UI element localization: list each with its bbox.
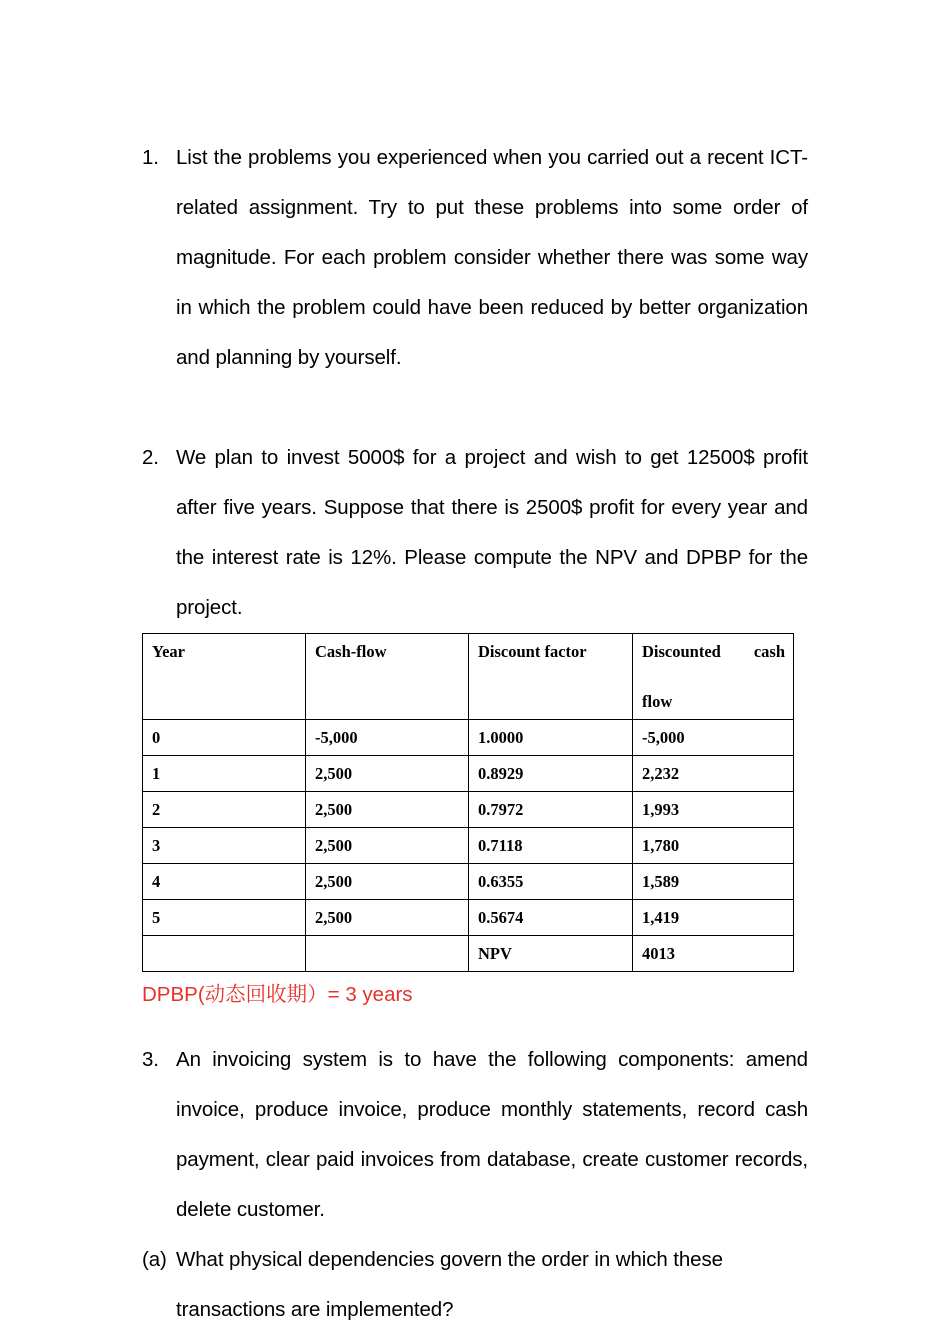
table-row	[143, 864, 794, 900]
cell-cashflow: 2,500	[306, 828, 469, 864]
table-row	[143, 720, 794, 756]
question-1	[142, 133, 808, 383]
table-row	[143, 756, 794, 792]
table-header-cashflow: Cash-flow	[306, 634, 469, 720]
cell-discount-factor: 0.6355	[469, 864, 633, 900]
paragraph-spacer	[142, 383, 808, 433]
cell-year: 0	[143, 720, 306, 756]
dpbp-prefix: DPBP(	[142, 983, 205, 1006]
header-part-discounted: Discounted	[642, 642, 721, 661]
question-1-text: List the problems you experienced when you carried out a recent ICT-related assignment. Try to put these problems into some order of magnitude. For each problem consider whether there was some way in which the problem could have been reduced by better organization and planning by yourself.	[176, 146, 808, 369]
question-1-marker: 1.	[142, 146, 159, 169]
cell-discount-factor: 1.0000	[469, 720, 633, 756]
table-row	[143, 792, 794, 828]
cell-cashflow: 2,500	[306, 792, 469, 828]
cell-empty-year	[143, 936, 306, 972]
cell-cashflow: 2,500	[306, 864, 469, 900]
dpbp-suffix: ）= 3 years	[307, 983, 413, 1006]
dpbp-cjk-label: 动态回收期	[204, 982, 308, 1006]
table-header-row	[143, 634, 794, 720]
cell-year: 4	[143, 864, 306, 900]
cell-discount-factor: 0.7118	[469, 828, 633, 864]
cell-discounted-cash-flow: 2,232	[633, 756, 794, 792]
question-2	[142, 433, 808, 633]
question-3a-marker: (a)	[142, 1248, 167, 1271]
table-row	[143, 900, 794, 936]
question-3a-text: What physical dependencies govern the order in which these transactions are implemented?	[176, 1248, 723, 1321]
cell-cashflow: 2,500	[306, 756, 469, 792]
header-part-flow: flow	[642, 692, 673, 711]
cell-discounted-cash-flow: 1,419	[633, 900, 794, 936]
annotation-spacer	[142, 1017, 808, 1035]
question-3-text: An invoicing system is to have the following components: amend invoice, produce invoice, produce monthly statements, record cash payment, clear paid invoices from database, create customer records, delete customer.	[176, 1048, 808, 1221]
question-2-marker: 2.	[142, 446, 159, 469]
cell-npv-label: NPV	[469, 936, 633, 972]
question-3	[142, 1035, 808, 1235]
table-row	[143, 828, 794, 864]
cell-cashflow: 2,500	[306, 900, 469, 936]
table-header-year: Year	[143, 634, 306, 720]
cell-discounted-cash-flow: 1,780	[633, 828, 794, 864]
document-body	[142, 133, 808, 1335]
cell-year: 1	[143, 756, 306, 792]
table-summary-row	[143, 936, 794, 972]
table-header-discounted-cash-flow	[633, 634, 794, 720]
cell-cashflow: -5,000	[306, 720, 469, 756]
cell-discount-factor: 0.7972	[469, 792, 633, 828]
question-3a	[142, 1235, 808, 1335]
cell-discount-factor: 0.5674	[469, 900, 633, 936]
cell-year: 3	[143, 828, 306, 864]
question-3-marker: 3.	[142, 1048, 159, 1071]
cell-discounted-cash-flow: 1,993	[633, 792, 794, 828]
cell-npv-value: 4013	[633, 936, 794, 972]
table-header-discount-factor: Discount factor	[469, 634, 633, 720]
cashflow-table	[142, 633, 794, 972]
cell-discounted-cash-flow: 1,589	[633, 864, 794, 900]
question-2-text: We plan to invest 5000$ for a project and wish to get 12500$ profit after five years. Suppose that there is 2500$ profit for every year and the interest rate is 12%. Please compute the NPV and DPBP for the project.	[176, 446, 808, 619]
cell-discounted-cash-flow: -5,000	[633, 720, 794, 756]
dpbp-annotation	[142, 972, 808, 1017]
cell-year: 5	[143, 900, 306, 936]
header-part-cash: cash	[753, 642, 785, 661]
cell-discount-factor: 0.8929	[469, 756, 633, 792]
cell-year: 2	[143, 792, 306, 828]
cell-empty-cashflow	[306, 936, 469, 972]
